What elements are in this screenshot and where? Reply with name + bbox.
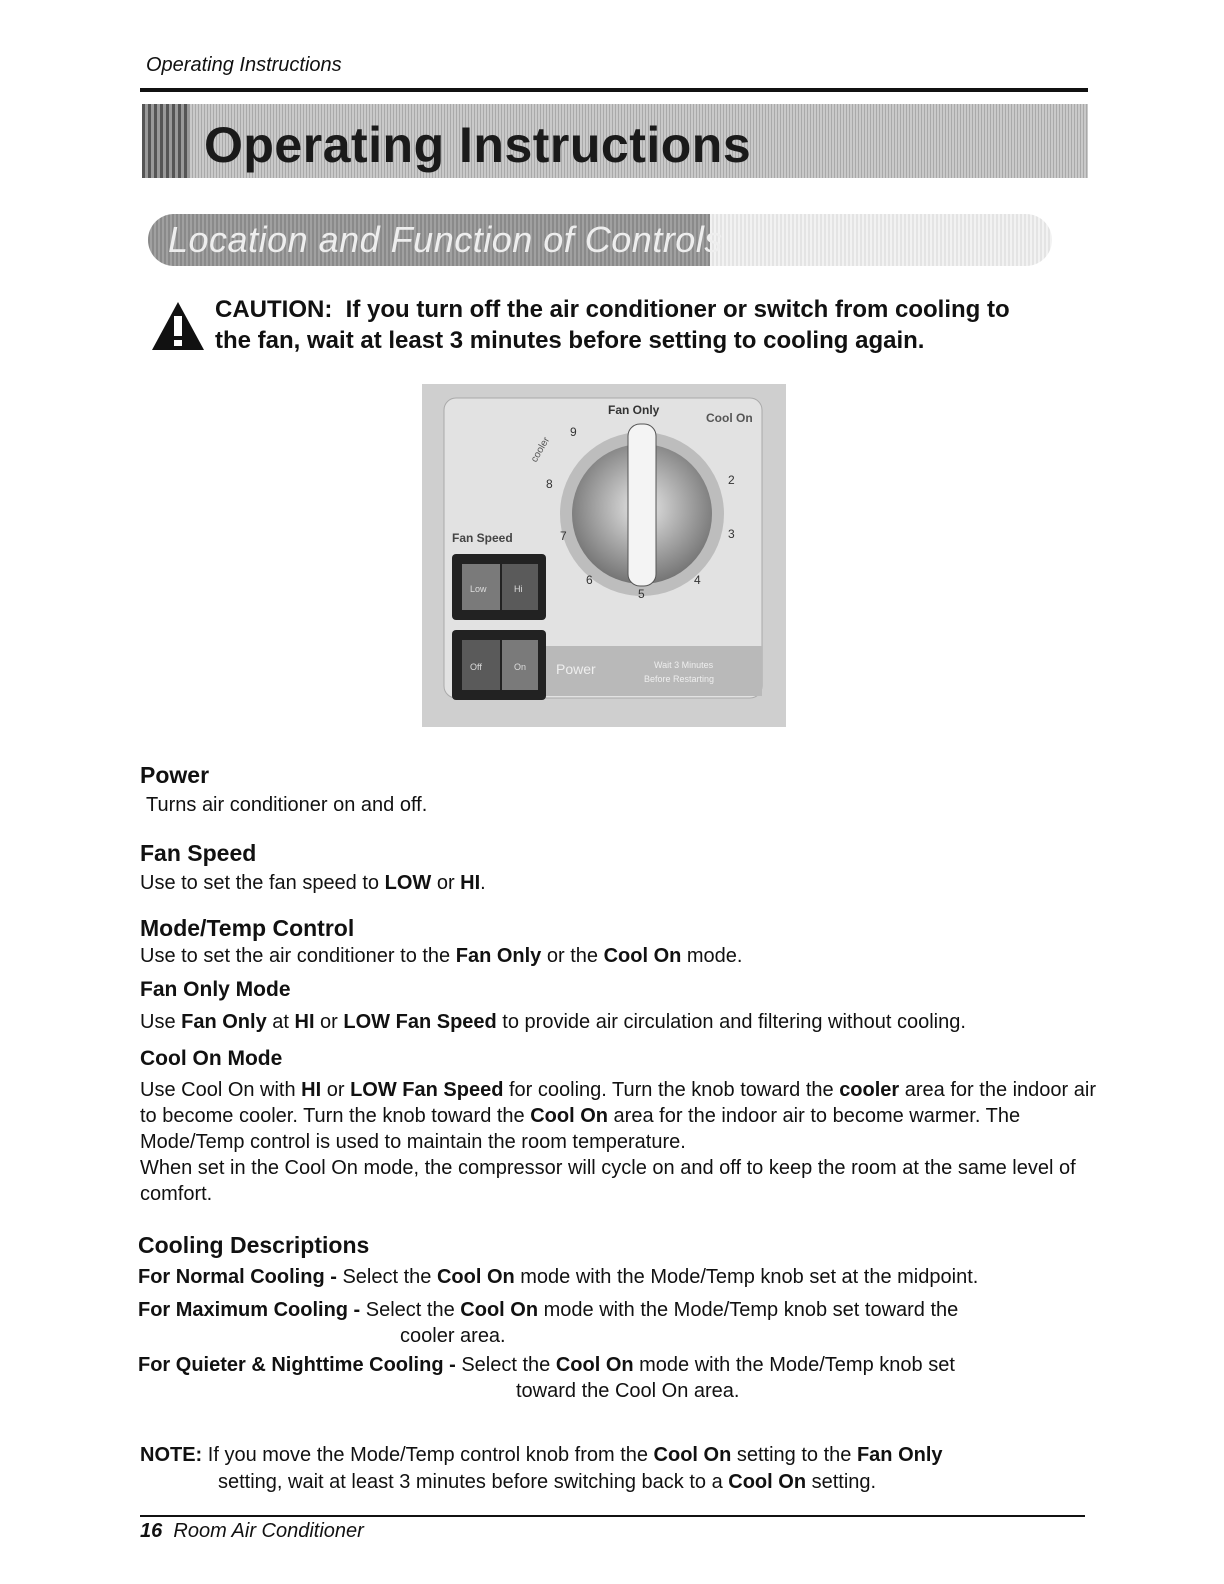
label-restarting: Before Restarting	[644, 674, 715, 684]
switch-low: Low	[470, 584, 487, 594]
caution-line-2: the fan, wait at least 3 minutes before setting to cooling again.	[215, 327, 925, 354]
note-line-2: setting, wait at least 3 minutes before switching back to a Cool On setting.	[218, 1471, 877, 1493]
knob-handle	[628, 424, 656, 586]
label-fan-only: Fan Only	[608, 403, 660, 417]
quiet-cooling: For Quieter & Nighttime Cooling - Select the Cool On mode with the Mode/Temp knob set	[138, 1354, 955, 1376]
power-heading: Power	[140, 762, 210, 788]
control-panel-drawing	[422, 384, 786, 727]
footer-title: Room Air Conditioner	[173, 1520, 364, 1542]
running-header: Operating Instructions	[146, 54, 342, 76]
title-bars	[142, 104, 190, 178]
fan-speed-heading: Fan Speed	[140, 840, 257, 866]
cool-on-heading: Cool On Mode	[140, 1047, 283, 1070]
footer	[140, 1520, 364, 1543]
cooling-descriptions-heading: Cooling Descriptions	[138, 1232, 370, 1258]
maximum-cooling-cont: cooler area.	[400, 1325, 506, 1347]
quiet-cooling-cont: toward the Cool On area.	[516, 1380, 740, 1402]
dial-number-4: 4	[694, 573, 701, 587]
maximum-cooling: For Maximum Cooling - Select the Cool On mode with the Mode/Temp knob set toward the	[138, 1299, 959, 1321]
caution-label: CAUTION:	[215, 296, 333, 323]
dial-number-7: 7	[560, 529, 567, 543]
control-panel-photo	[422, 384, 786, 727]
dial-number-6: 6	[586, 573, 593, 587]
dial-number-5: 5	[638, 587, 645, 601]
label-fan-speed: Fan Speed	[452, 531, 513, 545]
dial-number-2: 2	[728, 473, 735, 487]
power-text: Turns air conditioner on and off.	[146, 794, 428, 816]
page-title: Operating Instructions	[204, 117, 752, 173]
section-title: Location and Function of Controls	[168, 219, 723, 260]
mode-temp-text: Use to set the air conditioner to the Fan Only or the Cool On mode.	[140, 945, 743, 967]
dial-number-3: 3	[728, 527, 735, 541]
label-wait: Wait 3 Minutes	[654, 660, 714, 670]
caution-text	[215, 294, 1095, 356]
footer-rule	[140, 1515, 1085, 1517]
normal-cooling: For Normal Cooling - Select the Cool On mode with the Mode/Temp knob set at the midpoint.	[138, 1266, 979, 1288]
fan-only-heading: Fan Only Mode	[140, 978, 291, 1001]
header-rule	[140, 88, 1088, 92]
dial-number-9: 9	[570, 425, 577, 439]
switch-off: Off	[470, 662, 482, 672]
dial-number-8: 8	[546, 477, 553, 491]
switch-on: On	[514, 662, 527, 672]
label-cooler: cooler	[529, 435, 553, 465]
mode-temp-heading: Mode/Temp Control	[140, 915, 355, 941]
fan-only-text: Use Fan Only at HI or LOW Fan Speed to provide air circulation and filtering without cooling.	[140, 1011, 966, 1033]
cool-on-text: Use Cool On with HI or LOW Fan Speed for cooling. Turn the knob toward the cooler area for the indoor air to become cooler. Turn the knob toward the Cool On area for the indoor air to become warmer. The Mode/Temp control is used to maintain the room temperature. When set in the Cool On mode, the compressor will cycle on and off to keep the room at the same level of comfort.	[140, 1079, 1096, 1205]
switch-hi: Hi	[514, 584, 523, 594]
caution-icon	[150, 300, 206, 352]
fan-speed-text: Use to set the fan speed to LOW or HI.	[140, 872, 486, 894]
label-power: Power	[556, 661, 596, 677]
page-number: 16	[140, 1520, 163, 1542]
label-cool-on: Cool On	[706, 411, 753, 425]
note-line-1: NOTE: If you move the Mode/Temp control knob from the Cool On setting to the Fan Only	[140, 1444, 943, 1466]
caution-line-1: If you turn off the air conditioner or switch from cooling to	[345, 296, 1010, 323]
